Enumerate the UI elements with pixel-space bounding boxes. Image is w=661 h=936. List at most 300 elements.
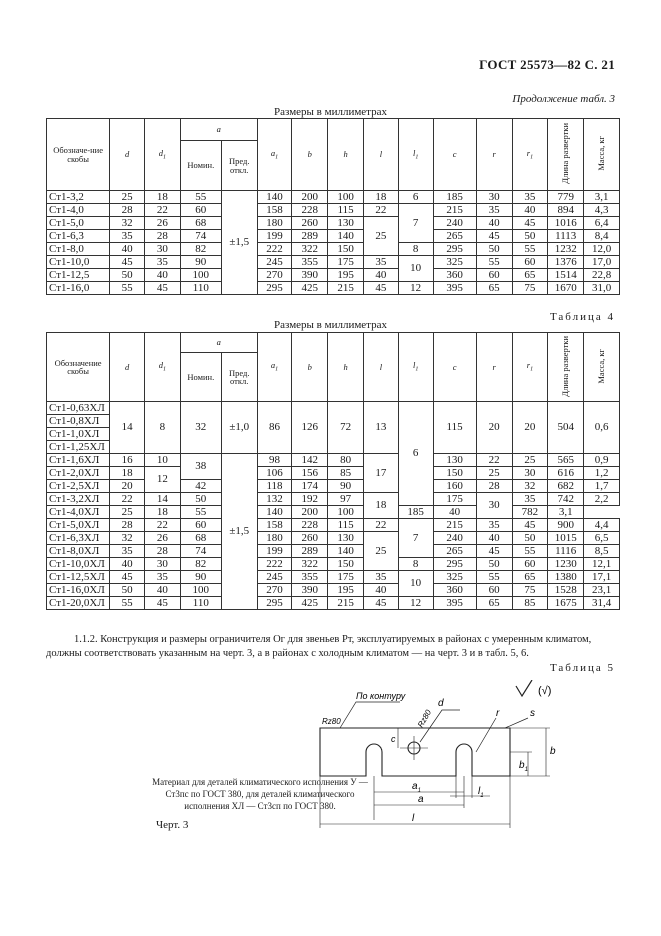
cell-c: 185 [398,506,433,519]
cell-a1: 180 [257,532,292,545]
paragraph-1-1-2: 1.1.2. Конструкция и размеры ограничителя Ог для звеньев Рт, эксплуатируемых в районах с умеренным климатом, должны соответствовать указанным на черт. 3, а в районах с холодным климатом — на черт. 3 и в табл. 5, 6. [46,634,592,659]
cell-a1: 140 [257,506,292,519]
table-row [47,243,620,256]
cell-designation: Ст1-6,3ХЛ [47,532,110,545]
cell-a1: 245 [257,571,292,584]
cell-c: 240 [433,532,476,545]
cell-h: 80 [328,454,364,467]
table-row [47,545,620,558]
cell-length: 1670 [548,282,584,295]
cell-d: 35 [110,545,145,558]
cell-r: 35 [476,519,512,532]
cell-length: 1232 [548,243,584,256]
cell-h: 140 [328,545,364,558]
header-designation: Обозначе-ние скобы [47,119,110,191]
label-a1: $a_1$ [412,781,421,794]
cell-a: 90 [180,256,221,269]
cell-h: 140 [328,230,364,243]
cell-designation: Ст1-8,0 [47,243,110,256]
cell-a: 100 [180,269,221,282]
cell-l: 35 [364,571,399,584]
cell-l1-merged: 7 [398,519,433,558]
header-a1: $a_1$ [257,119,292,191]
cell-a: 42 [180,480,221,493]
cell-a: 110 [180,282,221,295]
table-row [47,191,620,204]
cell-a1: 132 [257,493,292,506]
cell-a: 60 [180,519,221,532]
cell-designation: Ст1-4,0 [47,204,110,217]
cell-l1: 12 [398,282,433,295]
label-b: b [550,746,556,757]
table5-label: Таблица 5 [549,662,615,674]
cell-a1: 158 [257,204,292,217]
cell-mass: 17,1 [584,571,620,584]
cell-c: 215 [433,204,476,217]
cell-r: 55 [476,256,512,269]
cell-d1-merged: 12 [144,467,180,493]
cell-d1: 18 [144,506,180,519]
cell-mass: 12,1 [584,558,620,571]
cell-h: 195 [328,269,364,282]
cell-length: 779 [548,191,584,204]
cell-r1: 20 [512,402,548,454]
cell-b: 260 [292,532,328,545]
cell-b: 289 [292,545,328,558]
cell-tolerance: ±1,5 [221,454,257,610]
cell-c: 175 [433,493,476,506]
cell-c: 265 [433,230,476,243]
cell-h: 72 [328,402,364,454]
cell-d1: 30 [144,558,180,571]
cell-r1: 25 [512,454,548,467]
cell-length: 1116 [548,545,584,558]
cell-l1: 6 [398,191,433,204]
table-row [47,230,620,243]
cell-r: 55 [476,571,512,584]
cell-c: 265 [433,545,476,558]
cell-a: 82 [180,243,221,256]
cell-a1: 106 [257,467,292,480]
header-length: Длина развертки [548,333,584,402]
plate-outline [320,728,510,776]
cell-b: 192 [292,493,328,506]
cell-mass: 12,0 [584,243,620,256]
cell-h: 215 [328,597,364,610]
table-row [47,256,620,269]
cell-r-merged: 30 [476,493,512,519]
cell-length: 1528 [548,584,584,597]
cell-d1: 40 [144,269,180,282]
cell-designation: Ст1-5,0 [47,217,110,230]
cell-designation: Ст1-8,0ХЛ [47,545,110,558]
table-row [47,519,620,532]
cell-b: 355 [292,256,328,269]
cell-a1: 158 [257,519,292,532]
header-d: d [110,333,145,402]
label-c: c [391,734,396,744]
cell-designation: Ст1-1,0ХЛ [47,428,110,441]
table-row [47,558,620,571]
header-tolerance: Пред. откл. [221,353,257,402]
cell-d: 25 [110,506,145,519]
cell-l: 22 [364,204,399,217]
cell-c: 325 [433,256,476,269]
cell-length: 1230 [548,558,584,571]
cell-r: 65 [476,282,512,295]
table-row [47,402,620,415]
cell-d: 16 [110,454,145,467]
cell-h: 215 [328,282,364,295]
cell-length: 742 [548,493,584,506]
cell-d: 45 [110,256,145,269]
cell-r1: 45 [512,519,548,532]
cell-mass: 0,9 [584,454,620,467]
cell-l1: 8 [398,558,433,571]
cell-d1: 45 [144,282,180,295]
cell-r1: 32 [512,480,548,493]
cell-b: 425 [292,282,328,295]
cell-d1: 8 [144,402,180,454]
cell-c: 325 [433,571,476,584]
cell-r1: 35 [512,493,548,506]
cell-mass: 3,1 [548,506,584,519]
cell-a1: 222 [257,243,292,256]
cell-designation: Ст1-4,0ХЛ [47,506,110,519]
cell-r: 22 [476,454,512,467]
cell-designation: Ст1-10,0ХЛ [47,558,110,571]
header-h: h [328,119,364,191]
cell-r1: 40 [512,204,548,217]
cell-c: 150 [433,467,476,480]
cell-d: 45 [110,571,145,584]
cell-r: 65 [476,597,512,610]
cell-designation: Ст1-2,5ХЛ [47,480,110,493]
table-row [47,584,620,597]
cell-b: 156 [292,467,328,480]
table-row [47,454,620,467]
cell-length: 1015 [548,532,584,545]
cell-d1: 35 [144,256,180,269]
cell-a1: 270 [257,584,292,597]
label-b1: $b_1$ [519,760,528,773]
cell-c: 215 [433,519,476,532]
cell-r: 30 [476,191,512,204]
table-row [47,480,620,493]
cell-d1: 28 [144,545,180,558]
cell-b: 390 [292,584,328,597]
cell-b: 126 [292,402,328,454]
page-header: ГОСТ 25573—82 С. 21 [479,57,615,72]
cell-designation: Ст1-20,0ХЛ [47,597,110,610]
cell-designation: Ст1-16,0ХЛ [47,584,110,597]
cell-r: 35 [476,204,512,217]
material-note: Материал для деталей климатического исполнения У — Ст3пс по ГОСТ 380, для деталей климатического исполнения ХЛ — Ст3сп по ГОСТ 380. [152,777,368,811]
cell-h: 195 [328,584,364,597]
cell-a: 100 [180,584,221,597]
cell-designation: Ст1-2,0ХЛ [47,467,110,480]
cell-c: 360 [433,269,476,282]
cell-designation: Ст1-1,25ХЛ [47,441,110,454]
cell-b: 322 [292,558,328,571]
header-c: c [433,333,476,402]
header-a1: $a_1$ [257,333,292,402]
cell-r: 45 [476,230,512,243]
cell-mass: 31,4 [584,597,620,610]
cell-d: 32 [110,217,145,230]
cell-r: 40 [476,217,512,230]
cell-b: 322 [292,243,328,256]
cell-a: 32 [180,402,221,454]
cell-r1: 55 [512,545,548,558]
cell-mass: 6,5 [584,532,620,545]
header-d1: $d_1$ [144,333,180,402]
cell-c: 360 [433,584,476,597]
header-r: r [476,119,512,191]
cell-a1: 180 [257,217,292,230]
cell-a: 68 [180,217,221,230]
cell-c: 295 [433,558,476,571]
cell-d1: 22 [144,519,180,532]
cell-r: 60 [476,269,512,282]
cell-r1: 35 [512,191,548,204]
cell-d: 55 [110,597,145,610]
cell-a: 74 [180,230,221,243]
table-row [47,269,620,282]
table-row [47,493,620,506]
label-a: a [418,794,424,805]
cell-a1: 222 [257,558,292,571]
cell-a-merged: 38 [180,454,221,480]
cell-a1: 98 [257,454,292,467]
header-designation: Обозначение скобы [47,333,110,402]
cell-r1: 55 [512,243,548,256]
header-a: a [180,119,257,141]
cell-r1: 60 [512,256,548,269]
header-l: l [364,119,399,191]
cell-r: 50 [476,243,512,256]
cell-mass: 8,5 [584,545,620,558]
header-r1: $r_1$ [512,119,548,191]
cell-d: 28 [110,204,145,217]
header-a: a [180,333,257,353]
cell-designation: Ст1-0,8ХЛ [47,415,110,428]
contour-label: По контуру [356,691,406,701]
cell-l-merged: 25 [364,217,399,256]
cell-mass: 6,4 [584,217,620,230]
header-d: d [110,119,145,191]
cell-mass: 1,7 [584,480,620,493]
table-row [47,506,620,519]
cell-d: 50 [110,269,145,282]
cell-h: 100 [328,191,364,204]
cell-length: 1514 [548,269,584,282]
cell-a: 55 [180,191,221,204]
cell-l: 40 [364,269,399,282]
cell-a1: 295 [257,282,292,295]
cell-a: 82 [180,558,221,571]
cell-d: 22 [110,493,145,506]
cell-d: 40 [110,558,145,571]
cell-d: 50 [110,584,145,597]
cell-h: 175 [328,256,364,269]
cell-h: 85 [328,467,364,480]
cell-a1: 245 [257,256,292,269]
cell-a1: 199 [257,545,292,558]
cell-c: 185 [433,191,476,204]
table4-caption: Размеры в миллиметрах [274,319,387,331]
cell-l: 18 [364,191,399,204]
cell-mass: 8,4 [584,230,620,243]
cell-h: 100 [328,506,364,519]
cell-d: 40 [110,243,145,256]
cell-b: 425 [292,597,328,610]
cell-designation: Ст1-10,0 [47,256,110,269]
cell-mass: 31,0 [584,282,620,295]
cell-r1: 50 [512,230,548,243]
cell-h: 130 [328,217,364,230]
cell-length: 616 [548,467,584,480]
header-nominal: Номин. [180,353,221,402]
header-tolerance: Пред. откл. [221,141,257,191]
cell-d1: 26 [144,217,180,230]
cell-a: 60 [180,204,221,217]
header-b: b [292,119,328,191]
label-l1: $l_1$ [478,786,484,799]
figure-caption: Черт. 3 [156,819,189,831]
cell-b: 390 [292,269,328,282]
cell-c: 240 [433,217,476,230]
cell-d: 28 [110,519,145,532]
cell-a1: 270 [257,269,292,282]
cell-c: 395 [433,282,476,295]
cell-length: 1380 [548,571,584,584]
cell-designation: Ст1-0,63ХЛ [47,402,110,415]
cell-l: 45 [364,597,399,610]
cell-length: 504 [548,402,584,454]
cell-d1: 26 [144,532,180,545]
cell-a: 55 [180,506,221,519]
table-4 [46,332,620,610]
cell-a1: 199 [257,230,292,243]
cell-r1: 45 [512,217,548,230]
header-nominal: Номин. [180,141,221,191]
cell-mass: 4,4 [584,519,620,532]
cell-d: 18 [110,467,145,480]
cell-designation: Ст1-5,0ХЛ [47,519,110,532]
cell-d1: 28 [144,230,180,243]
table-row [47,282,620,295]
cell-mass: 17,0 [584,256,620,269]
cell-r: 50 [476,558,512,571]
cell-length: 1113 [548,230,584,243]
cell-r1: 65 [512,571,548,584]
cell-d1: 45 [144,597,180,610]
cell-d: 35 [110,230,145,243]
cell-length: 900 [548,519,584,532]
cell-d1: 35 [144,571,180,584]
cell-a: 90 [180,571,221,584]
header-b: b [292,333,328,402]
cell-mass: 22,8 [584,269,620,282]
cell-a1: 118 [257,480,292,493]
cell-b: 200 [292,506,328,519]
cell-designation: Ст1-16,0 [47,282,110,295]
cell-mass: 4,3 [584,204,620,217]
cell-r1: 50 [512,532,548,545]
cell-d1: 10 [144,454,180,467]
header-r: r [476,333,512,402]
cell-l-merged: 17 [364,454,399,493]
table-row [47,532,620,545]
cell-r: 60 [476,584,512,597]
cell-d: 25 [110,191,145,204]
cell-b: 174 [292,480,328,493]
cell-b: 228 [292,204,328,217]
cell-mass: 2,2 [584,493,620,506]
cell-h: 150 [328,558,364,571]
cell-designation: Ст1-12,5ХЛ [47,571,110,584]
surface-symbol: (√) [538,685,552,697]
cell-b: 200 [292,191,328,204]
cell-b: 228 [292,519,328,532]
cell-d1: 14 [144,493,180,506]
cell-length: 1016 [548,217,584,230]
header-length: Длина развертки [548,119,584,191]
cell-designation: Ст1-12,5 [47,269,110,282]
cell-c: 160 [433,480,476,493]
cell-d: 20 [110,480,145,493]
cell-l1-merged: 10 [398,256,433,282]
cell-c: 115 [433,402,476,454]
cell-length: 894 [548,204,584,217]
cell-c: 395 [433,597,476,610]
header-l1: $l_1$ [398,333,433,402]
cell-l: 45 [364,282,399,295]
cell-r: 25 [476,467,512,480]
header-r1: $r_1$ [512,333,548,402]
cell-r: 45 [476,545,512,558]
table-row [47,571,620,584]
table-continuation-note: Продолжение табл. 3 [512,93,615,105]
cell-l-merged: 25 [364,532,399,571]
cell-a1: 295 [257,597,292,610]
cell-r: 20 [476,402,512,454]
cell-r1: 75 [512,282,548,295]
cell-r1: 85 [512,597,548,610]
cell-h: 97 [328,493,364,506]
table3-caption: Размеры в миллиметрах [274,106,387,118]
cell-designation: Ст1-3,2 [47,191,110,204]
cell-a: 50 [180,493,221,506]
cell-d1: 18 [144,191,180,204]
cell-mass: 23,1 [584,584,620,597]
cell-mass: 1,2 [584,467,620,480]
cell-length: 1376 [548,256,584,269]
cell-h: 130 [328,532,364,545]
cell-h: 150 [328,243,364,256]
cell-l1-merged: 6 [398,402,433,506]
cell-r1: 40 [433,506,476,519]
cell-designation: Ст1-1,6ХЛ [47,454,110,467]
cell-l-merged: 18 [364,493,399,519]
table-row [47,217,620,230]
cell-d1: 40 [144,584,180,597]
cell-r: 28 [476,480,512,493]
cell-h: 90 [328,480,364,493]
cell-tolerance: ±1,5 [221,191,257,295]
cell-h: 115 [328,204,364,217]
